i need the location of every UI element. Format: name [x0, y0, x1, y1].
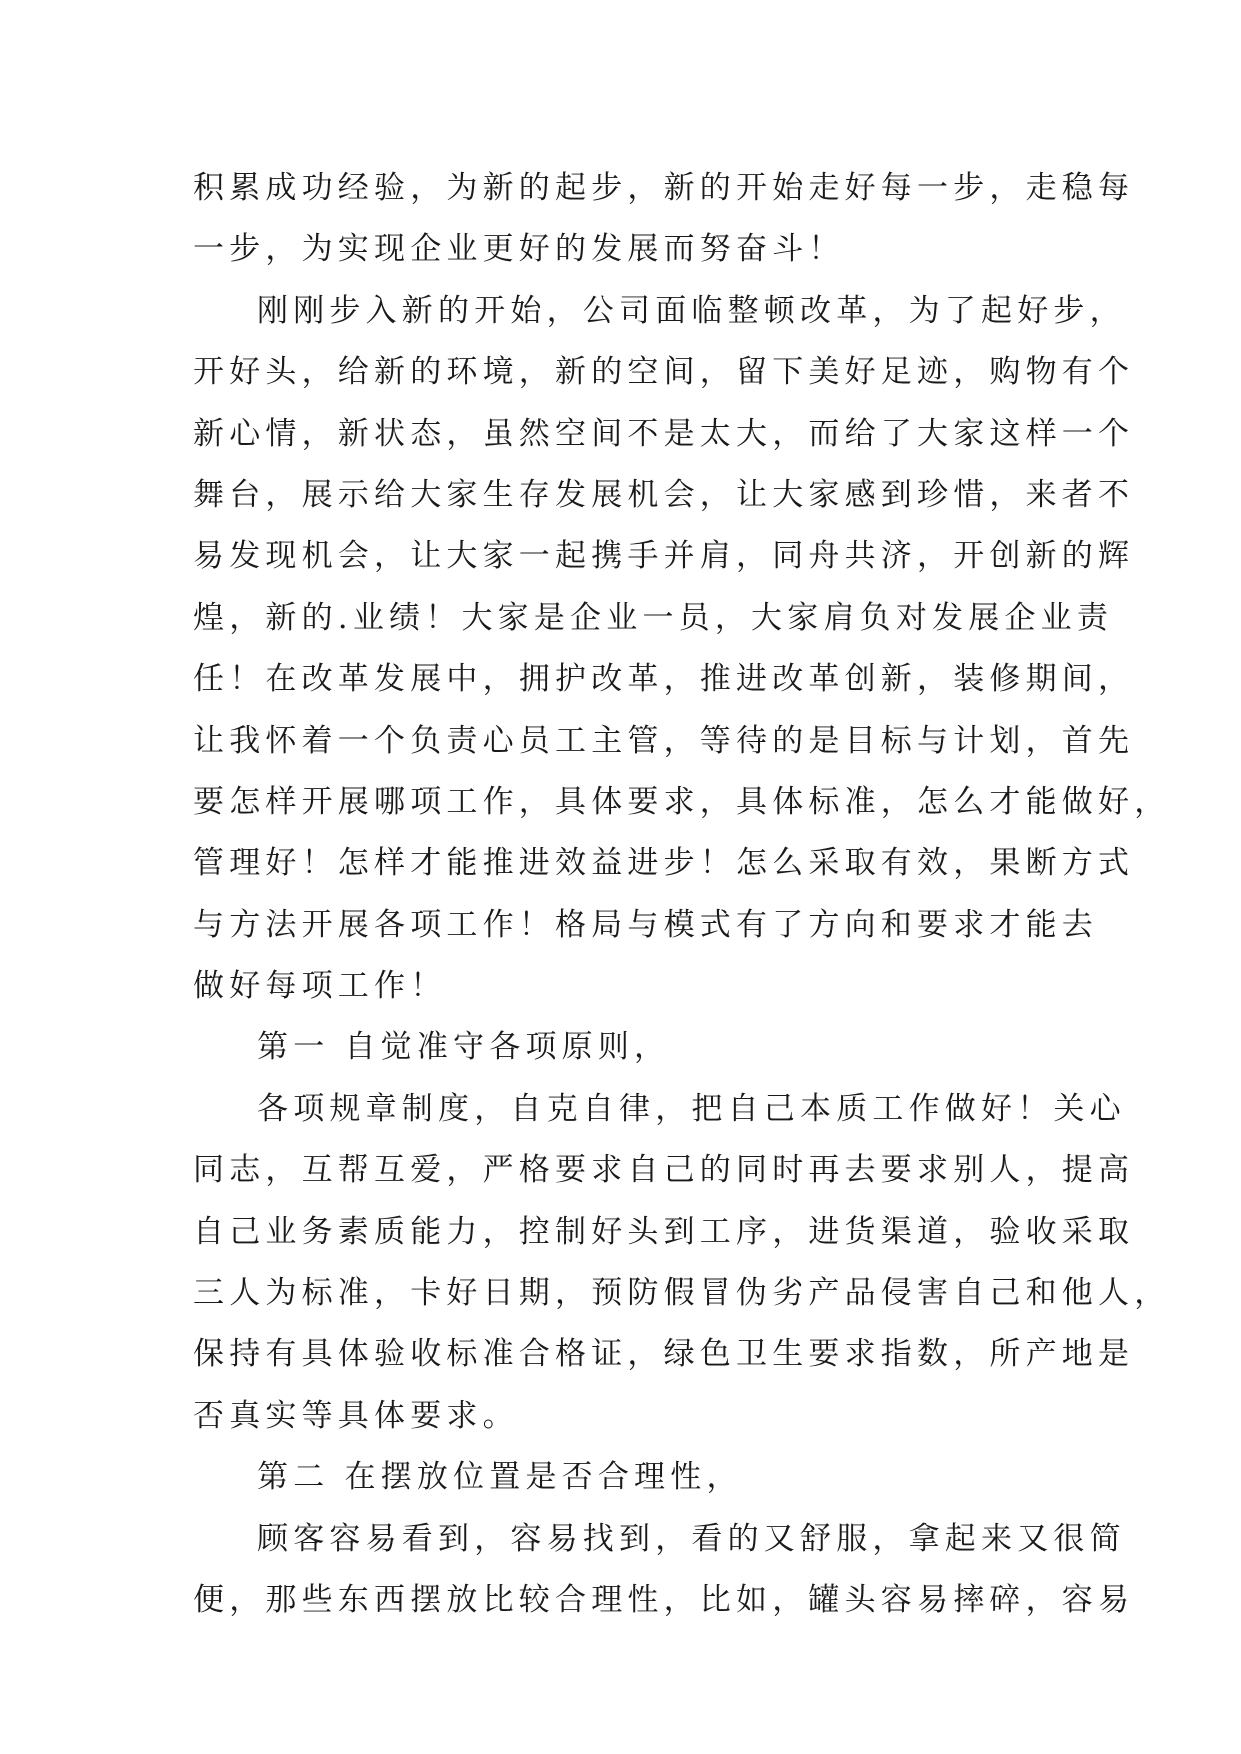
text-line: 开好头，给新的环境，新的空间，留下美好足迹，购物有个	[193, 354, 1135, 391]
text-line: 便，那些东西摆放比较合理性，比如，罐头容易摔碎，容易	[193, 1581, 1135, 1618]
section-heading: 第二 在摆放位置是否合理性，	[257, 1459, 743, 1496]
text-line: 要怎样开展哪项工作，具体要求，具体标准，怎么才能做好，	[193, 783, 1171, 820]
section-heading: 第一 自觉准守各项原则，	[257, 1029, 671, 1066]
text-line: 保持有具体验收标准合格证，绿色卫生要求指数，所产地是	[193, 1336, 1135, 1373]
text-line: 三人为标准，卡好日期，预防假冒伪劣产品侵害自己和他人，	[193, 1275, 1171, 1312]
document-body	[193, 158, 1171, 1631]
text-line: 一步，为实现企业更好的发展而努奋斗！	[193, 231, 845, 268]
text-line: 做好每项工作！	[193, 968, 447, 1005]
text-line: 顾客容易看到，容易找到，看的又舒服，拿起来又很简	[257, 1520, 1126, 1557]
text-line: 刚刚步入新的开始，公司面临整顿改革，为了起好步，	[257, 292, 1126, 329]
text-line: 积累成功经验，为新的起步，新的开始走好每一步，走稳每	[193, 170, 1135, 206]
text-line: 让我怀着一个负责心员工主管，等待的是目标与计划，首先	[193, 722, 1135, 759]
text-line: 否真实等具体要求。	[193, 1397, 519, 1434]
text-line: 舞台，展示给大家生存发展机会，让大家感到珍惜，来者不	[193, 476, 1135, 513]
text-line: 管理好！怎样才能推进效益进步！怎么采取有效，果断方式	[193, 845, 1135, 882]
text-line: 任！在改革发展中，拥护改革，推进改革创新，装修期间，	[193, 661, 1135, 698]
text-line: 自己业务素质能力，控制好头到工序，进货渠道，验收采取	[193, 1213, 1135, 1250]
text-line: 与方法开展各项工作！格局与模式有了方向和要求才能去	[193, 906, 1098, 943]
text-line: 煌，新的.业绩！大家是企业一员，大家肩负对发展企业责	[193, 599, 1114, 636]
text-line: 同志，互帮互爱，严格要求自己的同时再去要求别人，提高	[193, 1152, 1135, 1189]
text-line: 新心情，新状态，虽然空间不是太大，而给了大家这样一个	[193, 415, 1135, 452]
text-line: 易发现机会，让大家一起携手并肩，同舟共济，开创新的辉	[193, 538, 1135, 575]
text-line: 各项规章制度，自克自律，把自己本质工作做好！关心	[257, 1090, 1126, 1127]
